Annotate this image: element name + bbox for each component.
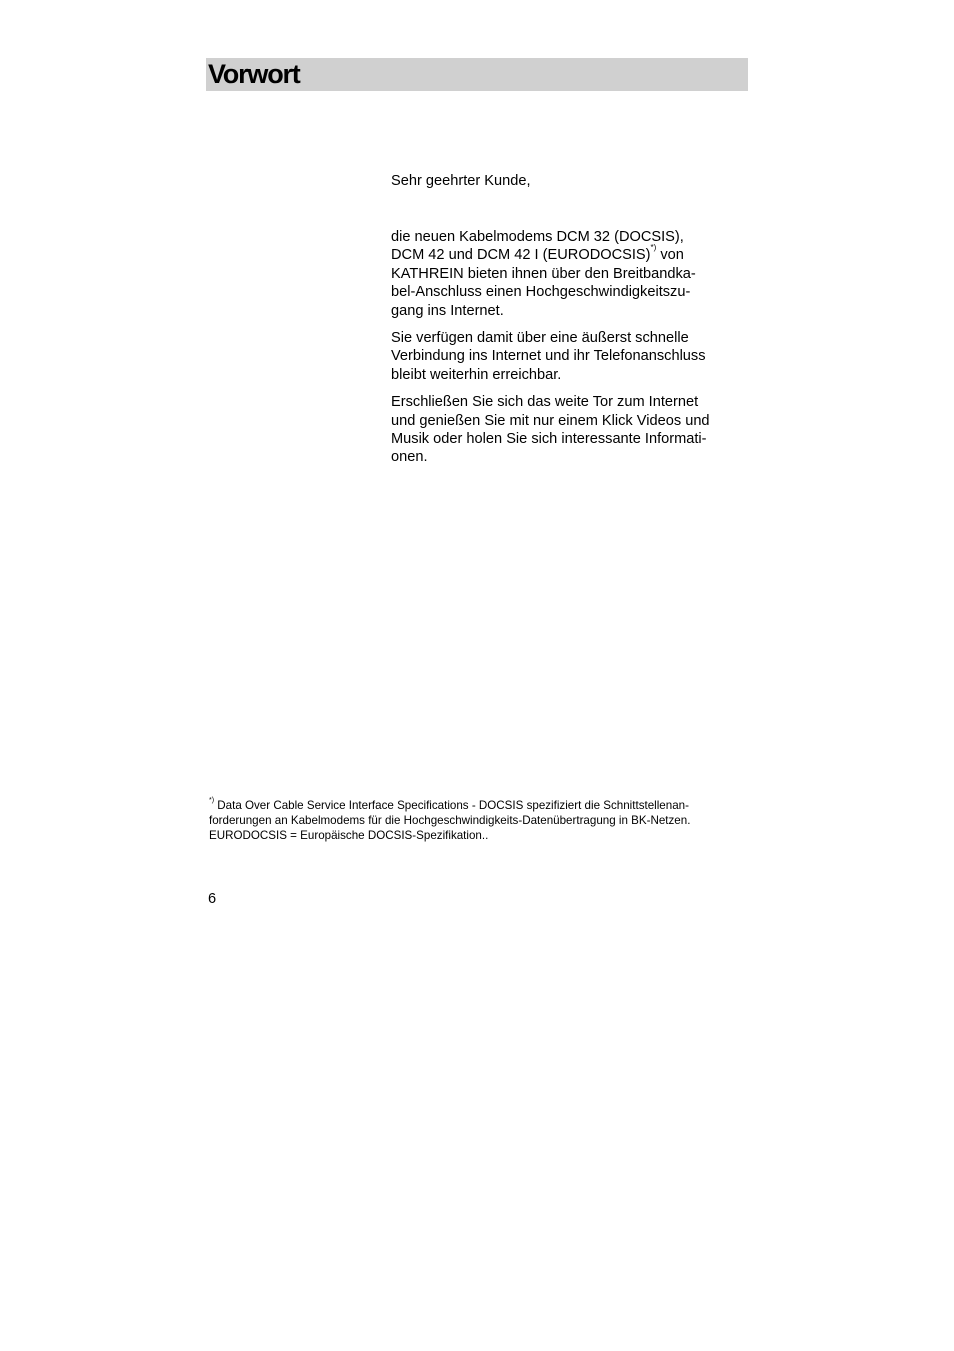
paragraph-line: bel-Anschluss einen Hochgeschwindigkeitszu- [391,284,691,301]
paragraph-line: die neuen Kabelmodems DCM 32 (DOCSIS), [391,229,684,245]
paragraph-line: Verbindung ins Internet und ihr Telefonanschluss [391,348,706,365]
footnote-line-part: Data Over Cable Service Interface Specifications - DOCSIS spezifiziert die Schnittstellenan- [214,799,689,812]
footnote-marker: *) [209,797,215,804]
paragraph-intro [391,228,749,320]
paragraph-explore [391,393,749,467]
footnote-line: EURODOCSIS = Europäische DOCSIS-Spezifikation.. [209,829,489,842]
footnote [209,798,754,843]
body-text [391,228,749,476]
footnote-line: forderungen an Kabelmodems für die Hochgeschwindigkeits-Datenübertragung in BK-Netzen. [209,814,691,827]
footnote-marker: *) [650,243,657,253]
paragraph-line: und genießen Sie mit nur einem Klick Videos und [391,412,710,429]
paragraph-line-part: DCM 42 und DCM 42 I (EURODOCSIS) [391,247,651,264]
paragraph-line [391,243,749,264]
paragraph-line: Erschließen Sie sich das weite Tor zum Internet [391,394,699,411]
section-title-bar [206,58,748,91]
paragraph-line: onen. [391,449,428,466]
paragraph-connection [391,329,749,384]
paragraph-line: gang ins Internet. [391,302,504,319]
paragraph-line: bleibt weiterhin erreichbar. [391,366,562,383]
salutation: Sehr geehrter Kunde, [391,173,531,189]
footnote-line [209,798,754,813]
paragraph-line: Musik oder holen Sie sich interessante Informati- [391,431,707,448]
paragraph-line: Sie verfügen damit über eine äußerst schnelle [391,330,689,347]
paragraph-line-part: von [656,247,684,264]
page-number: 6 [208,891,217,907]
page-title: Vorwort [208,59,300,89]
paragraph-line: KATHREIN bieten ihnen über den Breitbandka- [391,265,696,282]
